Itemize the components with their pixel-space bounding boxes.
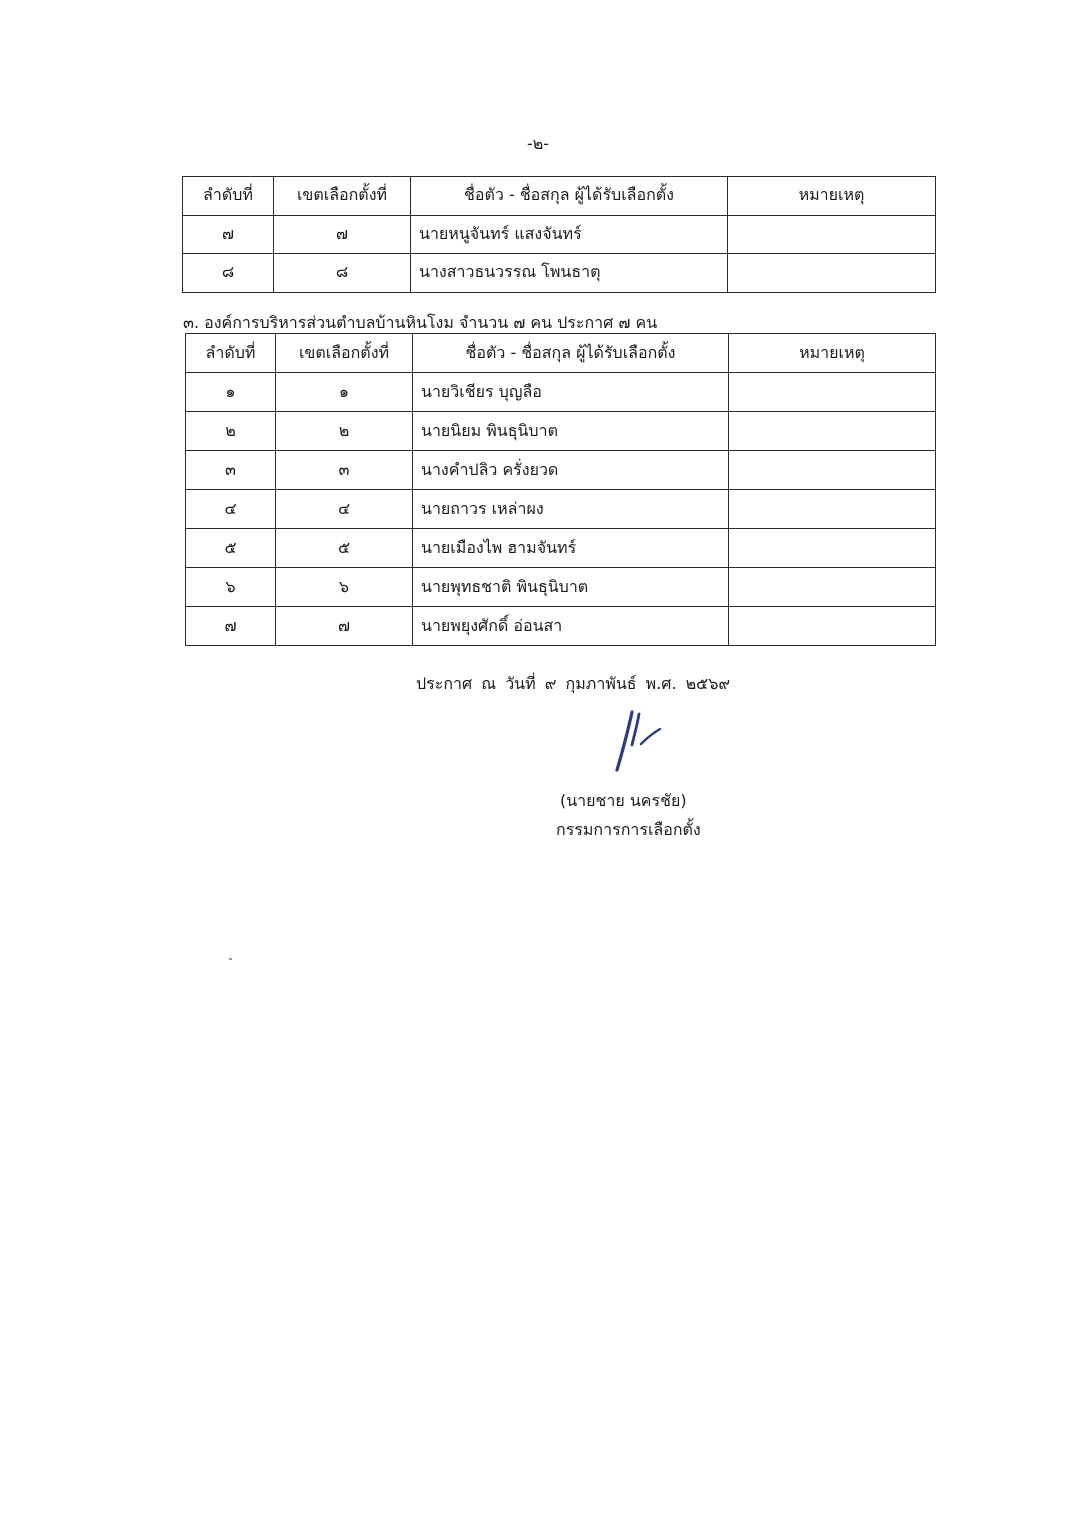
elected-members-table-section-3 [185,333,936,646]
table-row [186,412,936,451]
cell-district: ๘ [274,254,411,293]
cell-name: นายวิเชียร บุญลือ [413,373,729,412]
header-district: เขตเลือกตั้งที่ [276,334,413,373]
header-name: ชื่อตัว - ชื่อสกุล ผู้ได้รับเลือกตั้ง [413,334,729,373]
header-note: หมายเหตุ [729,334,936,373]
cell-name: นายนิยม พินธุนิบาต [413,412,729,451]
header-district: เขตเลือกตั้งที่ [274,177,411,216]
cell-order: ๑ [186,373,276,412]
signature-image [600,708,670,778]
cell-district: ๕ [276,529,413,568]
section-3-heading: ๓. องค์การบริหารส่วนตำบลบ้านหินโงม จำนวน ๗ คน ประกาศ ๗ คน [183,313,658,332]
header-note: หมายเหตุ [728,177,936,216]
page-number: -๒- [526,134,550,153]
cell-name: นางคำปลิว ครั่งยวด [413,451,729,490]
table-row [186,373,936,412]
cell-name: นางสาวธนวรรณ โพนธาตุ [411,254,728,293]
cell-district: ๑ [276,373,413,412]
cell-order: ๗ [183,215,274,254]
cell-order: ๖ [186,568,276,607]
cell-note [729,568,936,607]
table-row [186,451,936,490]
header-order: ลำดับที่ [186,334,276,373]
cell-note [729,529,936,568]
elected-members-table-continued [182,176,936,293]
cell-district: ๖ [276,568,413,607]
table-row [183,254,936,293]
cell-district: ๒ [276,412,413,451]
table-header-row [186,334,936,373]
announcement-date: ประกาศ ณ วันที่ ๙ กุมภาพันธ์ พ.ศ. ๒๕๖๙ [416,674,731,693]
signer-title: กรรมการการเลือกตั้ง [556,820,701,839]
cell-note [729,490,936,529]
cell-order: ๓ [186,451,276,490]
table-row [186,568,936,607]
cell-name: นายพุทธชาติ พินธุนิบาต [413,568,729,607]
cell-district: ๗ [276,607,413,646]
cell-district: ๗ [274,215,411,254]
cell-note [728,254,936,293]
cell-order: ๒ [186,412,276,451]
cell-order: ๘ [183,254,274,293]
cell-order: ๔ [186,490,276,529]
cell-note [729,451,936,490]
cell-note [728,215,936,254]
cell-note [729,412,936,451]
cell-name: นายเมืองไพ ฮามจันทร์ [413,529,729,568]
scan-speck [229,958,232,960]
cell-note [729,373,936,412]
table-row [186,490,936,529]
cell-order: ๗ [186,607,276,646]
table-row [186,607,936,646]
table-row [183,215,936,254]
cell-name: นายหนูจันทร์ แสงจันทร์ [411,215,728,254]
header-order: ลำดับที่ [183,177,274,216]
cell-name: นายพยุงศักดิ์ อ่อนสา [413,607,729,646]
table-header-row [183,177,936,216]
cell-district: ๓ [276,451,413,490]
signer-name: (นายชาย นครชัย) [560,791,687,810]
table-row [186,529,936,568]
cell-note [729,607,936,646]
cell-district: ๔ [276,490,413,529]
header-name: ชื่อตัว - ชื่อสกุล ผู้ได้รับเลือกตั้ง [411,177,728,216]
cell-name: นายถาวร เหล่าผง [413,490,729,529]
cell-order: ๕ [186,529,276,568]
